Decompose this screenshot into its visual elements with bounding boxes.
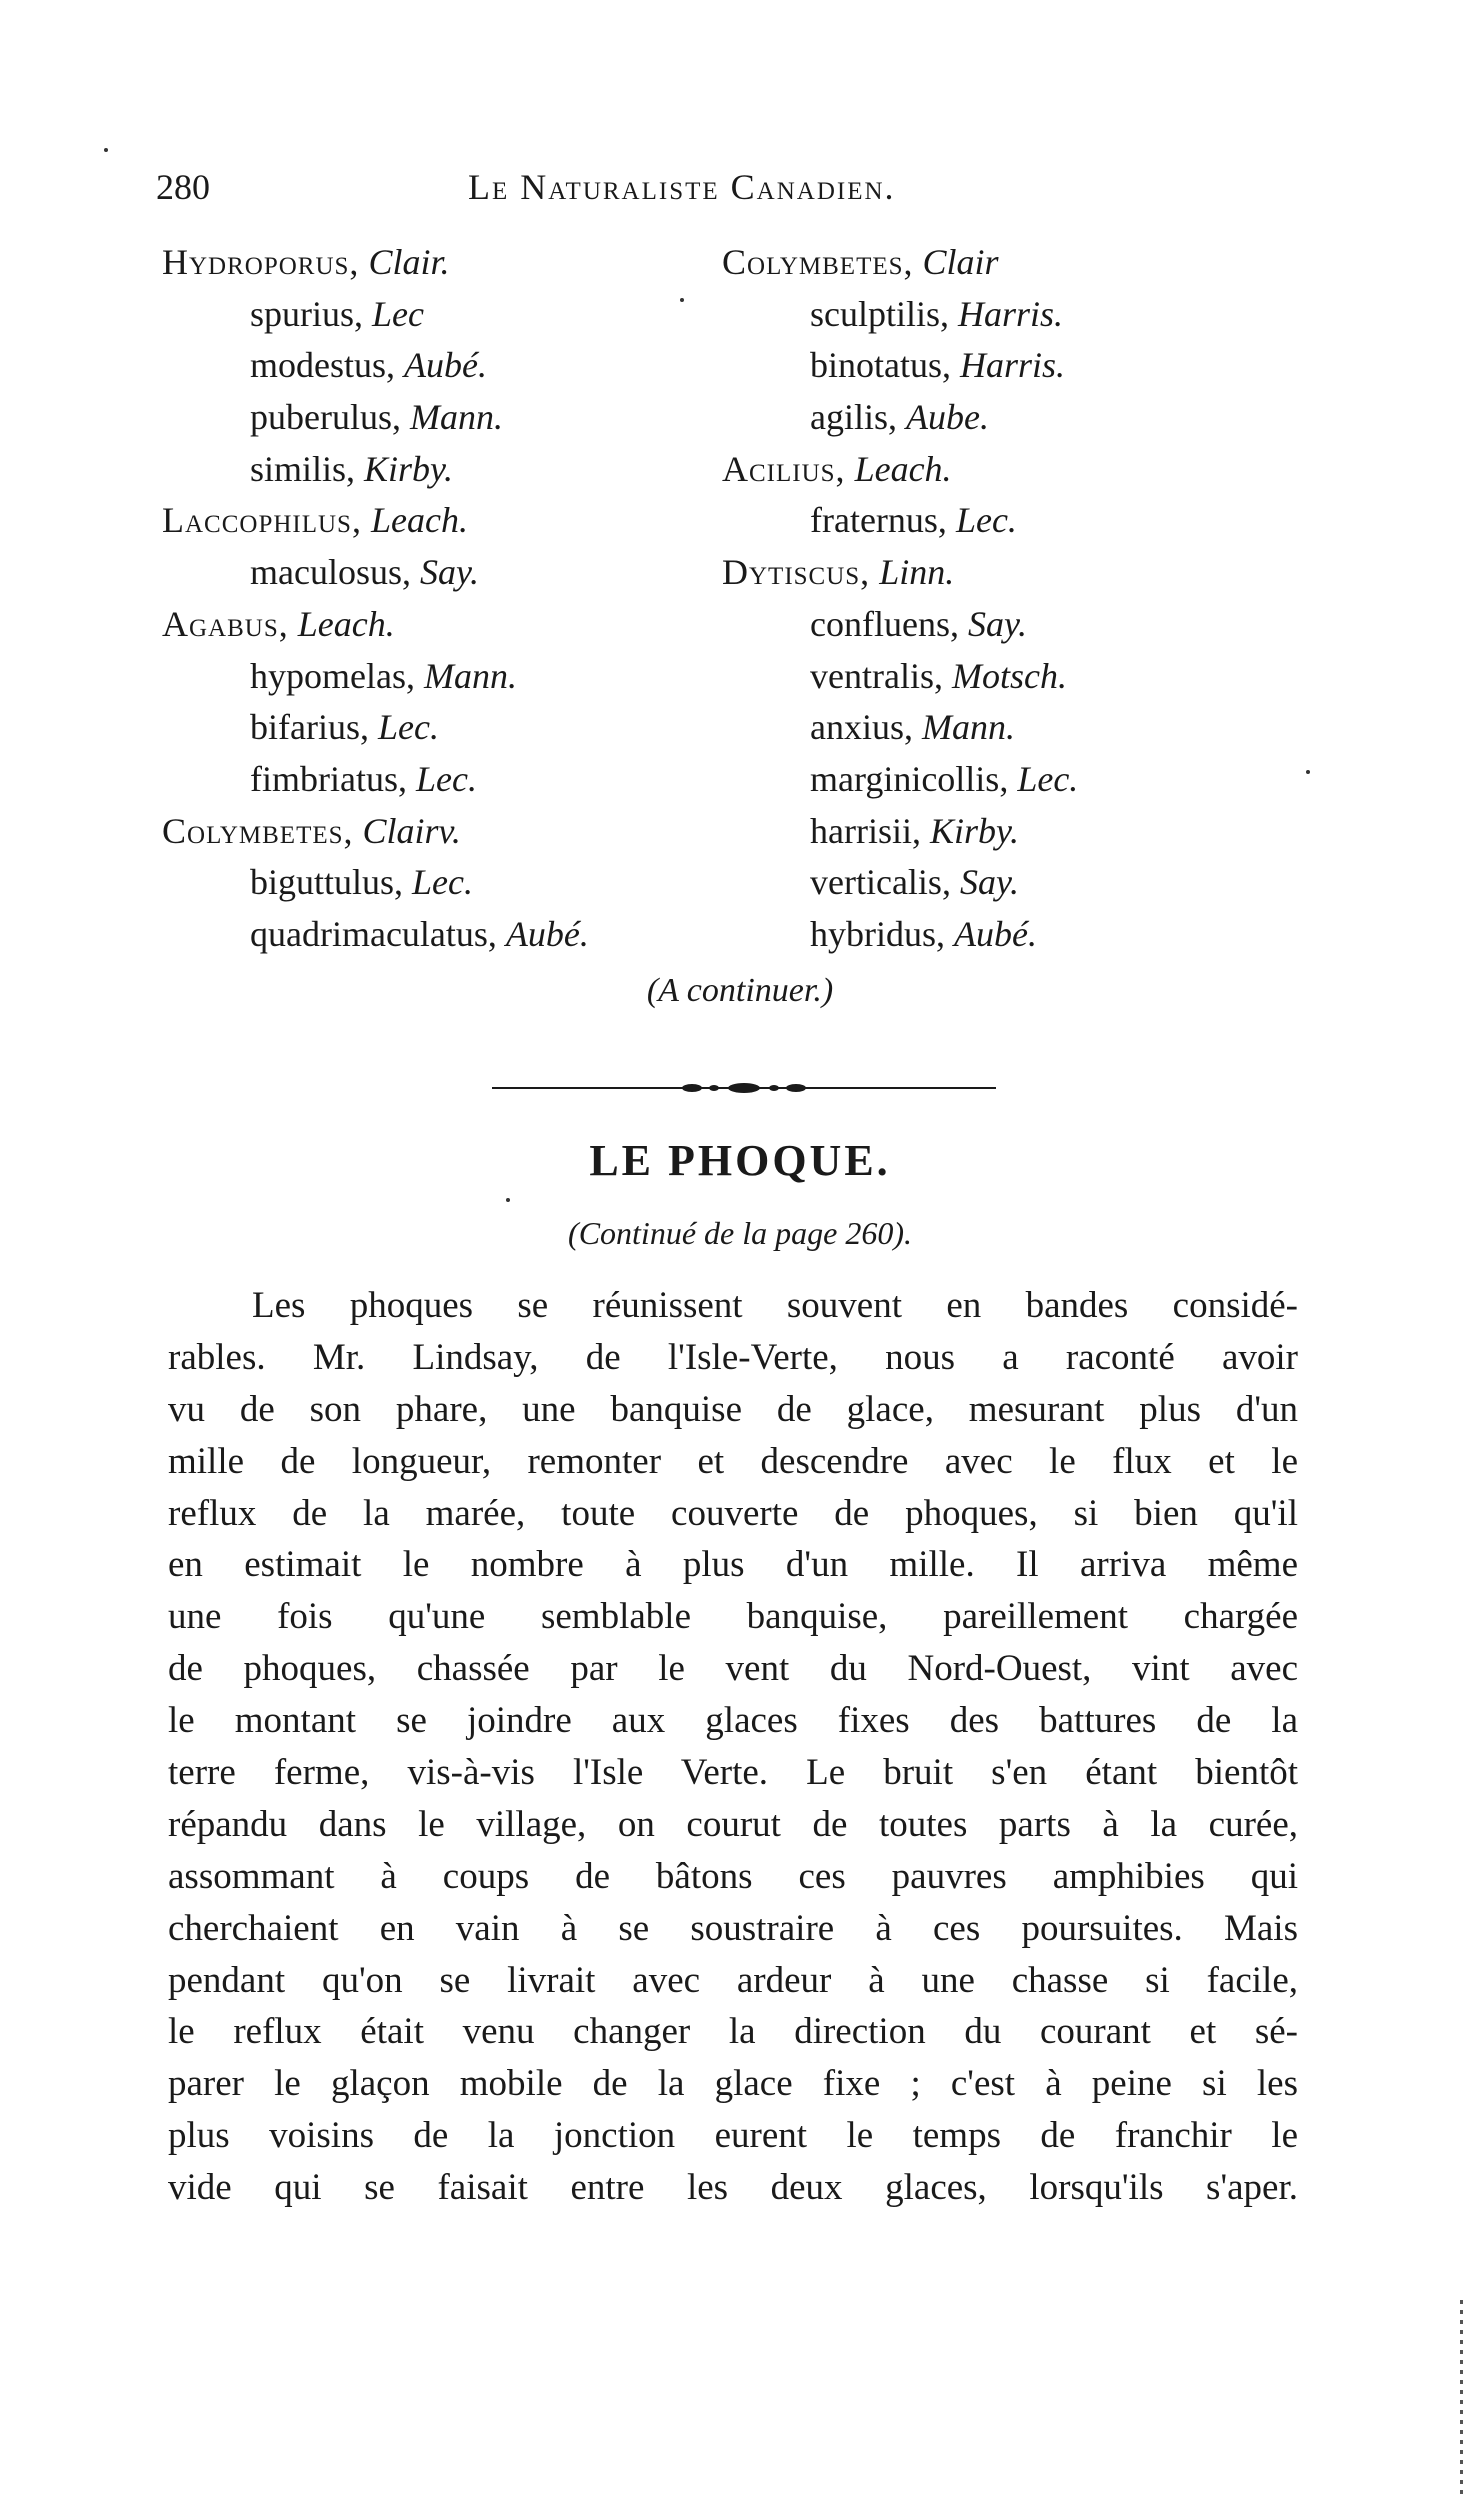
- species-name: agilis,: [810, 397, 897, 438]
- author-name: Say.: [959, 862, 1019, 903]
- author-name: Clair: [922, 242, 999, 282]
- species-entry: [722, 340, 1282, 392]
- species-name: hypomelas,: [250, 655, 415, 696]
- species-entry: [162, 702, 722, 754]
- species-entry: [722, 806, 1282, 858]
- species-name: similis,: [250, 448, 356, 489]
- body-line: plus voisins de la jonction eurent le temps de franchir le: [168, 2115, 1298, 2157]
- species-name: spurius,: [250, 293, 364, 334]
- margin-dots: [1460, 2300, 1463, 2500]
- species-entry: [722, 651, 1282, 703]
- page-number: 280: [156, 167, 210, 207]
- body-line: assommant à coups de bâtons ces pauvres amphibies qui: [168, 1855, 1298, 1897]
- genus-name: Colymbetes,: [722, 242, 914, 282]
- continuation-note: (A continuer.): [646, 972, 834, 1009]
- speck: [506, 1198, 510, 1202]
- species-name: ventralis,: [810, 655, 943, 696]
- species-name: verticalis,: [810, 862, 951, 903]
- author-name: Leach.: [297, 603, 395, 644]
- speck: [104, 148, 108, 152]
- speck: [1306, 770, 1310, 774]
- body-line: rables. Mr. Lindsay, de l'Isle-Verte, nous a raconté avoir: [168, 1336, 1298, 1378]
- body-line: de phoques, chassée par le vent du Nord-Ouest, vint avec: [168, 1648, 1298, 1690]
- genus-name: Colymbetes,: [162, 810, 354, 851]
- species-name: sculptilis,: [810, 293, 950, 334]
- genus-entry: [162, 495, 722, 547]
- species-entry: [162, 444, 722, 496]
- species-name: confluens,: [810, 603, 959, 644]
- genus-entry: [722, 547, 1282, 599]
- species-entry: [162, 857, 722, 909]
- species-name: fimbriatus,: [250, 758, 407, 799]
- species-entry: [722, 392, 1282, 444]
- author-name: Lec.: [412, 862, 474, 903]
- species-entry: [162, 392, 722, 444]
- species-entry: [722, 754, 1282, 806]
- body-line: répandu dans le village, on courut de toutes parts à la curée,: [168, 1803, 1298, 1845]
- species-name: bifarius,: [250, 707, 369, 748]
- author-name: Clairv.: [362, 810, 461, 851]
- genus-name: Acilius,: [722, 448, 846, 489]
- species-entry: [162, 547, 722, 599]
- species-name: marginicollis,: [810, 758, 1009, 799]
- author-name: Aube.: [906, 397, 989, 438]
- article-subtitle: (Continué de la page 260).: [568, 1215, 912, 1251]
- author-name: Lec.: [1017, 758, 1079, 799]
- body-line: une fois qu'une semblable banquise, pareillement chargée: [168, 1596, 1298, 1638]
- species-name: binotatus,: [810, 345, 951, 386]
- page-header: [156, 166, 1296, 216]
- species-entry: [722, 857, 1282, 909]
- body-line: mille de longueur, remonter et descendre avec le flux et le: [168, 1440, 1298, 1482]
- genus-entry: [722, 237, 1282, 289]
- body-line: cherchaient en vain à se soustraire à ces poursuites. Mais: [168, 1907, 1298, 1949]
- article-title: LE PHOQUE.: [589, 1136, 891, 1185]
- author-name: Lec.: [955, 500, 1017, 541]
- species-entry: [162, 754, 722, 806]
- body-line: vide qui se faisait entre les deux glaces, lorsqu'ils s'aper.: [168, 2167, 1298, 2209]
- genus-name: Agabus,: [162, 603, 289, 644]
- author-name: Mann.: [423, 655, 517, 696]
- author-name: Lec: [372, 293, 424, 334]
- species-list-left: [162, 237, 722, 961]
- author-name: Say.: [967, 603, 1027, 644]
- body-line: Les phoques se réunissent souvent en bandes considé-: [252, 1285, 1298, 1326]
- author-name: Leach.: [370, 500, 468, 541]
- species-name: fraternus,: [810, 500, 947, 541]
- species-entry: [162, 289, 722, 341]
- species-name: harrisii,: [810, 810, 921, 851]
- genus-entry: [722, 444, 1282, 496]
- author-name: Clair.: [368, 242, 450, 282]
- body-line: le reflux était venu changer la direction du courant et sé-: [168, 2011, 1298, 2053]
- genus-name: Dytiscus,: [722, 552, 871, 593]
- speck: [680, 298, 684, 302]
- species-entry: [162, 909, 722, 961]
- species-entry: [722, 495, 1282, 547]
- body-line: reflux de la marée, toute couverte de phoques, si bien qu'il: [168, 1492, 1298, 1534]
- species-name: hybridus,: [810, 913, 945, 954]
- body-line: pendant qu'on se livrait avec ardeur à une chasse si facile,: [168, 1959, 1298, 2001]
- body-line: en estimait le nombre à plus d'un mille. Il arriva même: [168, 1544, 1298, 1586]
- ornamental-divider: [492, 1078, 996, 1098]
- author-name: Aubé.: [505, 913, 589, 954]
- species-list-right: [722, 237, 1282, 961]
- author-name: Mann.: [409, 397, 503, 438]
- body-line: le montant se joindre aux glaces fixes des battures de la: [168, 1700, 1298, 1742]
- species-name: puberulus,: [250, 397, 401, 438]
- author-name: Harris.: [960, 345, 1066, 386]
- author-name: Lec.: [415, 758, 477, 799]
- article-body: [168, 1280, 1298, 2214]
- author-name: Say.: [419, 552, 479, 593]
- author-name: Kirby.: [364, 448, 454, 489]
- body-line: parer le glaçon mobile de la glace fixe ; c'est à peine si les: [168, 2063, 1298, 2105]
- body-line: vu de son phare, une banquise de glace, mesurant plus d'un: [168, 1388, 1298, 1430]
- species-entry: [722, 909, 1282, 961]
- author-name: Leach.: [854, 448, 952, 489]
- author-name: Lec.: [377, 707, 439, 748]
- genus-entry: [162, 806, 722, 858]
- author-name: Kirby.: [929, 810, 1019, 851]
- species-entry: [162, 651, 722, 703]
- species-name: quadrimaculatus,: [250, 913, 497, 954]
- author-name: Mann.: [922, 707, 1015, 748]
- body-line: terre ferme, vis-à-vis l'Isle Verte. Le bruit s'en étant bientôt: [168, 1752, 1298, 1794]
- author-name: Aubé.: [404, 345, 487, 386]
- species-entry: [722, 702, 1282, 754]
- species-entry: [722, 599, 1282, 651]
- species-name: biguttulus,: [250, 862, 404, 903]
- genus-name: Hydroporus,: [162, 242, 360, 282]
- author-name: Motsch.: [951, 655, 1067, 696]
- species-name: maculosus,: [250, 552, 411, 593]
- species-entry: [162, 340, 722, 392]
- species-entry: [722, 289, 1282, 341]
- species-name: modestus,: [250, 345, 396, 386]
- genus-name: Laccophilus,: [162, 500, 362, 541]
- species-name: anxius,: [810, 707, 913, 748]
- running-title: Le Naturaliste Canadien.: [468, 167, 896, 207]
- author-name: Harris.: [958, 293, 1064, 334]
- author-name: Linn.: [879, 552, 955, 593]
- genus-entry: [162, 599, 722, 651]
- genus-entry: [162, 237, 722, 289]
- author-name: Aubé.: [954, 913, 1037, 954]
